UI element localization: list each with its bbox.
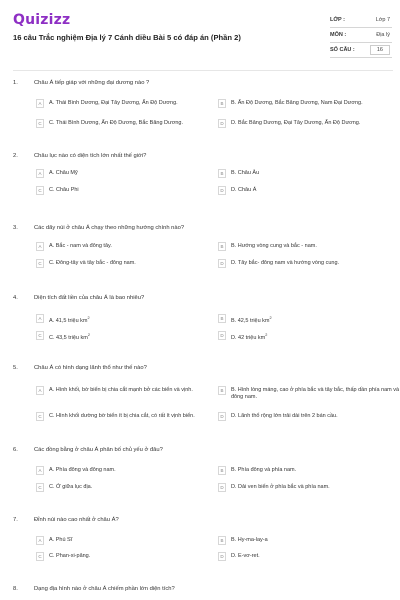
option-letter-box[interactable]: D bbox=[218, 259, 226, 268]
option-text bbox=[49, 243, 205, 250]
option-superscript: 2 bbox=[269, 316, 272, 320]
option-letter-box[interactable]: A bbox=[36, 466, 44, 475]
option-text bbox=[231, 100, 400, 107]
option-text bbox=[231, 332, 400, 342]
meta-subject-label: MÔN : bbox=[330, 32, 347, 38]
option-text-main: D. Lãnh thổ rộng lớn trải dài trên 2 bán cầu. bbox=[231, 413, 338, 419]
option-text bbox=[231, 553, 400, 560]
option-text bbox=[231, 170, 400, 177]
option-text-main: D. Tây bắc- đông nam và hướng vòng cung. bbox=[231, 260, 340, 266]
option-text bbox=[49, 260, 205, 267]
meta-subject-row bbox=[330, 28, 392, 43]
option-text-main: A. Châu Mỹ bbox=[49, 170, 78, 176]
question-number: 8. bbox=[13, 586, 18, 592]
question-number: 1. bbox=[13, 80, 18, 86]
option-text bbox=[49, 484, 205, 491]
option-text-main: B. Hướng vòng cung và bắc - nam. bbox=[231, 243, 317, 249]
option-text bbox=[231, 315, 400, 325]
option-text bbox=[49, 120, 205, 127]
option-text bbox=[49, 467, 205, 474]
option-letter-box[interactable]: B bbox=[218, 169, 226, 178]
meta-count-row bbox=[330, 43, 392, 58]
question-number: 5. bbox=[13, 365, 18, 371]
option-letter-box[interactable]: B bbox=[218, 386, 226, 395]
option-superscript: 2 bbox=[265, 333, 268, 337]
option-text-main: A. Hình khối, bờ biển bị chia cắt mạnh bở các biển và vịnh. bbox=[49, 387, 193, 393]
option-text bbox=[49, 187, 205, 194]
option-text bbox=[231, 413, 400, 420]
option-text bbox=[231, 387, 400, 401]
option-text-main: A. Thái Bình Dương, Đại Tây Dương, Ấn Độ Dương. bbox=[49, 100, 178, 106]
quizizz-logo: Quizizz bbox=[13, 12, 71, 28]
option-letter-box[interactable]: B bbox=[218, 242, 226, 251]
option-text bbox=[49, 537, 205, 544]
option-letter-box[interactable]: C bbox=[36, 412, 44, 421]
question-number: 7. bbox=[13, 517, 18, 523]
question-number: 4. bbox=[13, 295, 18, 301]
option-letter-box[interactable]: C bbox=[36, 483, 44, 492]
option-text bbox=[231, 537, 400, 544]
option-text-main: C. Hình khối dường bờ biển ít bị chia cắt, có rất ít vịnh biển. bbox=[49, 413, 195, 419]
option-text bbox=[231, 120, 400, 127]
option-text-main: C. Phan-xi-păng. bbox=[49, 553, 91, 559]
option-text bbox=[49, 387, 205, 394]
page-header bbox=[0, 0, 400, 66]
option-letter-box[interactable]: B bbox=[218, 99, 226, 108]
meta-count-value: 16 bbox=[370, 45, 390, 55]
option-letter-box[interactable]: D bbox=[218, 331, 226, 340]
option-text bbox=[231, 484, 400, 491]
option-text-main: D. Dải ven biển ở phía bắc và phía nam. bbox=[231, 484, 330, 490]
option-text-main: C. Châu Phi bbox=[49, 187, 79, 193]
option-text bbox=[231, 187, 400, 194]
option-text bbox=[49, 332, 205, 342]
meta-grade-row bbox=[330, 13, 392, 28]
option-text-main: C. 43,5 triệu km bbox=[49, 334, 88, 341]
question-text: Dạng địa hình nào ở châu Á chiếm phần lớn diện tích? bbox=[34, 586, 175, 592]
option-letter-box[interactable]: C bbox=[36, 186, 44, 195]
option-text bbox=[49, 100, 205, 107]
option-letter-box[interactable]: B bbox=[218, 314, 226, 323]
option-text-main: D. Châu Á bbox=[231, 187, 257, 193]
option-letter-box[interactable]: A bbox=[36, 386, 44, 395]
header-divider bbox=[13, 70, 393, 71]
option-text-main: C. Đông-tây và tây bắc - đông nam. bbox=[49, 260, 136, 266]
option-letter-box[interactable]: A bbox=[36, 99, 44, 108]
question-number: 6. bbox=[13, 447, 18, 453]
option-text bbox=[49, 553, 205, 560]
meta-panel bbox=[330, 13, 392, 58]
option-text-main: C. Thái Bình Dương, Ấn Độ Dương, Bắc Băng Dương. bbox=[49, 120, 183, 126]
option-text-main: A. 41,5 triệu km bbox=[49, 317, 88, 324]
option-letter-box[interactable]: C bbox=[36, 259, 44, 268]
option-text bbox=[231, 243, 400, 250]
meta-subject-value: Địa lý bbox=[376, 32, 390, 38]
option-text-main: C. Ở giữa lục địa. bbox=[49, 484, 93, 490]
meta-grade-label: LỚP : bbox=[330, 17, 345, 23]
question-number: 3. bbox=[13, 225, 18, 231]
option-text bbox=[231, 467, 400, 474]
option-letter-box[interactable]: D bbox=[218, 552, 226, 561]
option-text-main: B. Ấn Độ Dương, Bắc Băng Dương, Nam Đại Dương. bbox=[231, 100, 363, 106]
meta-count-label: SỐ CÂU : bbox=[330, 47, 355, 53]
option-text-main: D. Bắc Băng Dương, Đại Tây Dương, Ấn Độ Dương. bbox=[231, 120, 361, 126]
option-text-main: B. 42,5 triệu km bbox=[231, 317, 270, 324]
option-text bbox=[49, 315, 205, 325]
option-text bbox=[49, 413, 205, 420]
option-text bbox=[49, 170, 205, 177]
option-letter-box[interactable]: D bbox=[218, 186, 226, 195]
option-text bbox=[231, 260, 400, 267]
option-text-main: B. Phía đông và phía nam. bbox=[231, 467, 297, 473]
option-superscript: 2 bbox=[87, 316, 90, 320]
question-text: Đỉnh núi nào cao nhất ở châu Á? bbox=[34, 517, 119, 523]
question-text: Diện tích đất liền của châu Á là bao nhiêu? bbox=[34, 295, 145, 301]
option-letter-box[interactable]: B bbox=[218, 466, 226, 475]
question-text: Các dãy núi ở châu Á chạy theo những hướng chính nào? bbox=[34, 225, 185, 231]
question-text: Châu lục nào có diện tích lớn nhất thế giới? bbox=[34, 153, 147, 159]
option-text-main: A. Bắc - nam và đông tây. bbox=[49, 243, 112, 249]
option-letter-box[interactable]: B bbox=[218, 536, 226, 545]
question-number: 2. bbox=[13, 153, 18, 159]
option-text-main: A. Phú Sĩ bbox=[49, 537, 73, 543]
option-letter-box[interactable]: C bbox=[36, 331, 44, 340]
meta-grade-value: Lớp 7 bbox=[375, 17, 390, 23]
option-letter-box[interactable]: A bbox=[36, 169, 44, 178]
option-letter-box[interactable]: D bbox=[218, 119, 226, 128]
option-text-main: A. Phía đông và đông nam. bbox=[49, 467, 116, 473]
option-letter-box[interactable]: D bbox=[218, 412, 226, 421]
option-text-main: D. 42 triệu km bbox=[231, 334, 266, 341]
option-letter-box[interactable]: C bbox=[36, 119, 44, 128]
option-letter-box[interactable]: D bbox=[218, 483, 226, 492]
option-letter-box[interactable]: A bbox=[36, 242, 44, 251]
page-title: 16 câu Trắc nghiệm Địa lý 7 Cánh diều Bài 5 có đáp án (Phần 2) bbox=[13, 33, 241, 42]
option-letter-box[interactable]: A bbox=[36, 536, 44, 545]
option-superscript: 2 bbox=[87, 333, 90, 337]
option-letter-box[interactable]: A bbox=[36, 314, 44, 323]
option-letter-box[interactable]: C bbox=[36, 552, 44, 561]
option-text-main: B. Hy-ma-lay-a bbox=[231, 537, 268, 543]
option-text-main: B. Châu Âu bbox=[231, 170, 260, 176]
option-text-main: D. E-vơ-ret. bbox=[231, 553, 260, 559]
option-text-main: B. Hình lòng máng, cao ở phía bắc và tây bắc, thấp dần phía nam và đông nam. bbox=[231, 387, 400, 400]
question-text: Các đồng bằng ở châu Á phân bố chủ yếu ở đâu? bbox=[34, 447, 163, 453]
question-text: Châu Á tiếp giáp với những đại dương nào ? bbox=[34, 80, 150, 86]
question-text: Châu Á có hình dạng lãnh thổ như thế nào? bbox=[34, 365, 147, 371]
